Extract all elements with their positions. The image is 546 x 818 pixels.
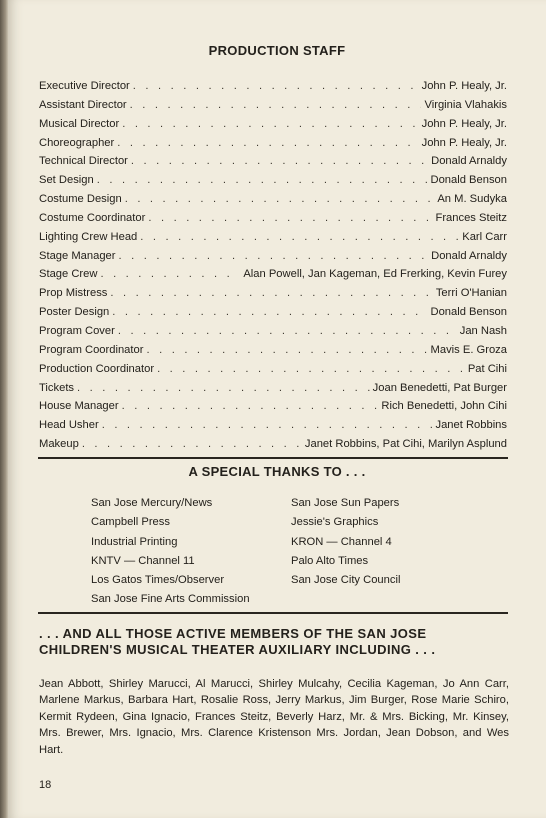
staff-name: Terri O'Hanian <box>435 287 507 300</box>
leader-dots <box>119 250 429 262</box>
leader-dots <box>112 306 427 318</box>
thanks-right-column <box>291 497 400 593</box>
section-divider <box>38 457 508 459</box>
special-thanks-heading: A SPECIAL THANKS TO . . . <box>188 464 366 479</box>
staff-role: Head Usher <box>39 419 99 432</box>
staff-role: Prop Mistress <box>39 287 108 300</box>
thanks-item: KRON — Channel 4 <box>291 535 392 548</box>
staff-name: John P. Healy, Jr. <box>421 80 507 92</box>
staff-name: Frances Steitz <box>435 211 507 224</box>
staff-name: Donald Arnaldy <box>431 249 507 262</box>
staff-row <box>39 287 507 306</box>
staff-row <box>39 99 507 118</box>
staff-name: Alan Powell, Jan Kageman, Ed Frerking, Kevin Furey <box>243 268 507 281</box>
staff-role: Makeup <box>39 438 79 451</box>
staff-role: Costume Coordinator <box>39 211 146 224</box>
staff-row <box>39 268 507 287</box>
thanks-item: San Jose Fine Arts Commission <box>91 593 250 606</box>
staff-row <box>39 155 507 174</box>
leader-dots <box>118 325 457 337</box>
staff-role: Stage Crew <box>39 268 98 281</box>
staff-name: Karl Carr <box>462 230 507 243</box>
staff-role: Program Coordinator <box>39 343 144 356</box>
staff-role: Stage Manager <box>39 249 116 262</box>
staff-row <box>39 250 507 269</box>
staff-row <box>39 118 507 137</box>
thanks-item: San Jose Mercury/News <box>91 497 213 509</box>
staff-row <box>39 419 507 438</box>
staff-role: Choreographer <box>39 136 115 149</box>
leader-dots <box>117 137 418 149</box>
leader-dots <box>97 174 428 186</box>
staff-name: John P. Healy, Jr. <box>421 136 507 149</box>
leader-dots <box>77 382 370 394</box>
staff-row <box>39 174 507 193</box>
thanks-item: Los Gatos Times/Observer <box>91 574 225 587</box>
staff-role: Production Coordinator <box>39 362 155 375</box>
production-staff-heading: PRODUCTION STAFF <box>208 43 346 58</box>
thanks-item: Industrial Printing <box>91 535 178 548</box>
leader-dots <box>102 419 433 431</box>
staff-role: Assistant Director <box>39 98 127 111</box>
thanks-item: KNTV — Channel 11 <box>91 554 195 567</box>
staff-row <box>39 400 507 419</box>
thanks-left-column <box>91 497 250 613</box>
leader-dots <box>140 231 459 243</box>
staff-name: Virginia Vlahakis <box>424 98 507 111</box>
staff-name: Donald Benson <box>430 306 507 319</box>
staff-name: Joan Benedetti, Pat Burger <box>372 381 507 394</box>
staff-row <box>39 363 507 382</box>
leader-dots <box>133 80 419 92</box>
staff-name: Pat Cihi <box>467 362 507 375</box>
staff-role: Tickets <box>39 381 75 394</box>
staff-role: Executive Director <box>39 80 130 92</box>
leader-dots <box>122 400 379 412</box>
leader-dots <box>130 99 422 111</box>
staff-role: Poster Design <box>39 306 110 319</box>
production-staff-list <box>39 80 507 457</box>
thanks-item: San Jose City Council <box>291 574 401 587</box>
auxiliary-heading: . . . AND ALL THOSE ACTIVE MEMBERS OF THE SAN JOSE CHILDREN'S MUSICAL THEATER AUXILIARY INCLUDING . . . <box>39 626 436 657</box>
leader-dots <box>110 287 432 299</box>
thanks-item: San Jose Sun Papers <box>291 497 400 509</box>
page-number: 18 <box>39 779 52 791</box>
section-divider <box>38 612 508 614</box>
leader-dots <box>131 155 428 167</box>
thanks-item: Palo Alto Times <box>291 554 369 567</box>
staff-role: Program Cover <box>39 324 115 337</box>
staff-role: House Manager <box>39 400 119 413</box>
leader-dots <box>122 118 418 130</box>
staff-row <box>39 137 507 156</box>
leader-dots <box>82 438 302 450</box>
staff-name: Jan Nash <box>459 324 507 337</box>
leader-dots <box>100 268 240 280</box>
staff-row <box>39 231 507 250</box>
staff-name: John P. Healy, Jr. <box>421 117 507 130</box>
staff-row <box>39 80 507 99</box>
staff-role: Technical Director <box>39 155 128 168</box>
leader-dots <box>148 212 432 224</box>
staff-name: Mavis E. Groza <box>430 343 507 356</box>
leader-dots <box>146 344 427 356</box>
staff-name: An M. Sudyka <box>437 193 507 206</box>
staff-row <box>39 325 507 344</box>
staff-row <box>39 382 507 401</box>
leader-dots <box>125 193 435 205</box>
staff-name: Donald Benson <box>430 174 507 187</box>
staff-row <box>39 344 507 363</box>
thanks-item: Jessie's Graphics <box>291 516 379 529</box>
staff-name: Janet Robbins, Pat Cihi, Marilyn Asplund <box>304 438 507 451</box>
staff-name: Donald Arnaldy <box>431 155 507 168</box>
staff-role: Lighting Crew Head <box>39 230 138 243</box>
staff-name: Rich Benedetti, John Cihi <box>381 400 507 413</box>
staff-row <box>39 212 507 231</box>
leader-dots <box>157 363 465 375</box>
staff-role: Set Design <box>39 174 94 187</box>
staff-role: Costume Design <box>39 193 122 206</box>
auxiliary-members-text: Jean Abbott, Shirley Marucci, Al Marucci, Shirley Mulcahy, Cecilia Kageman, Jo Ann Carr, Marlene Markus, Barbara Hart, Rosalie Ross, Jerry Markus, Jim Burger, Rose Marie Schiro, Kermit Rydeen, Gina Ignacio, Frances Steitz, Beverly Harz, Mr. & Mrs. Bicking, Mr. Kinsey, Mrs. Brewer, Mrs. Ignacio, Mrs. Clarence Kristenson Mrs. Jordan, Jean Dobson, and Wes Hart. <box>39 678 509 756</box>
staff-row <box>39 438 507 457</box>
staff-row <box>39 306 507 325</box>
staff-name: Janet Robbins <box>435 419 507 432</box>
staff-row <box>39 193 507 212</box>
staff-role: Musical Director <box>39 117 120 130</box>
thanks-item: Campbell Press <box>91 516 170 529</box>
